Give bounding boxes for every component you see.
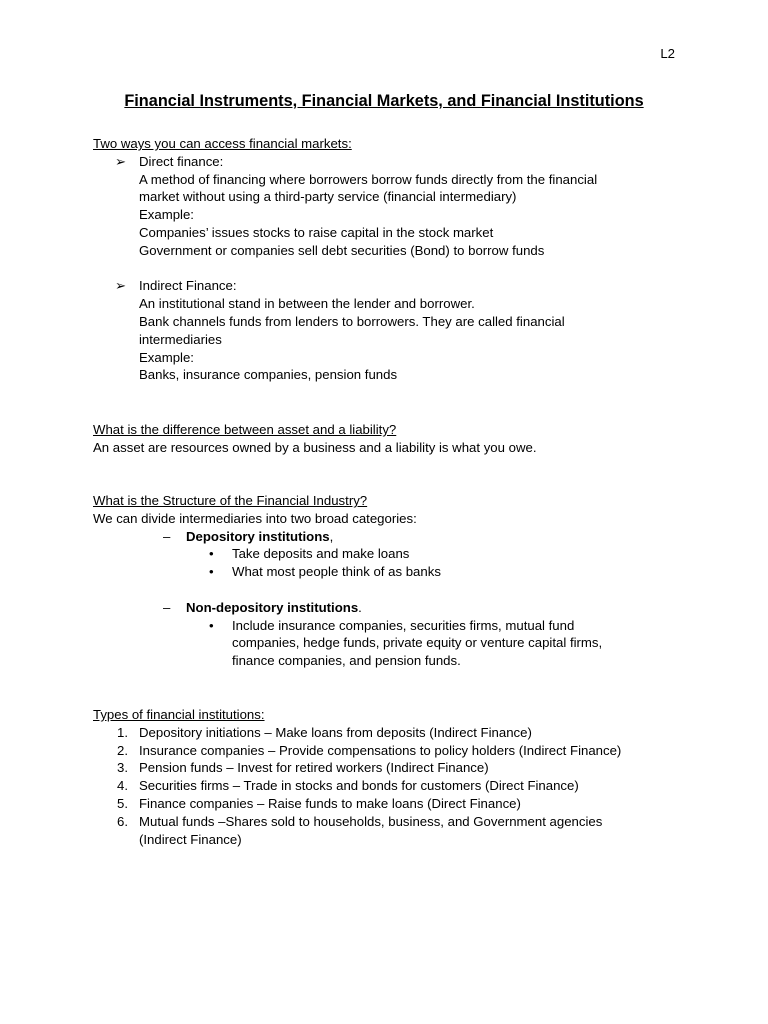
list-item xyxy=(93,759,693,777)
structure-section xyxy=(93,492,693,670)
arrow-bullet-icon: ➢ xyxy=(115,278,127,294)
list-item xyxy=(93,724,693,742)
indirect-finance-line: Example: xyxy=(139,349,194,365)
indirect-finance-line: An institutional stand in between the lender and borrower. xyxy=(139,296,475,312)
non-depository-line: Include insurance companies, securities firms, mutual fund xyxy=(232,617,575,633)
list-item-text: Insurance companies – Provide compensations to policy holders (Indirect Finance) xyxy=(139,742,622,758)
list-item-text: (Indirect Finance) xyxy=(139,831,242,847)
direct-finance-line: Example: xyxy=(139,207,194,223)
list-item-text: Finance companies – Raise funds to make loans (Direct Finance) xyxy=(139,795,521,811)
depository-bullet xyxy=(93,563,693,581)
arrow-bullet-icon: ➢ xyxy=(115,153,127,169)
direct-finance-line: Government or companies sell debt securities (Bond) to borrow funds xyxy=(139,242,545,258)
non-depository-line: finance companies, and pension funds. xyxy=(232,653,461,669)
page-number: L2 xyxy=(660,46,675,61)
asset-answer: An asset are resources owned by a business and a liability is what you owe. xyxy=(93,439,537,455)
depository-bullet-text: Take deposits and make loans xyxy=(232,546,410,562)
indirect-finance-line: Banks, insurance companies, pension funds xyxy=(139,367,398,383)
structure-intro: We can divide intermediaries into two broad categories: xyxy=(93,510,417,526)
non-depository-line: companies, hedge funds, private equity or venture capital firms, xyxy=(232,635,603,651)
structure-heading: What is the Structure of the Financial Industry? xyxy=(93,493,368,508)
bullet-icon: • xyxy=(209,617,214,633)
depository-label: Depository institutions xyxy=(186,528,330,544)
direct-finance-line: A method of financing where borrowers borrow funds directly from the financial xyxy=(139,171,598,187)
list-number: 4. xyxy=(117,778,128,794)
types-heading: Types of financial institutions: xyxy=(93,707,265,722)
direct-finance-label: Direct finance: xyxy=(139,153,224,169)
indirect-finance-line: Bank channels funds from lenders to borrowers. They are called financial xyxy=(139,313,565,329)
depository-bullet-text: What most people think of as banks xyxy=(232,564,441,580)
bullet-icon: • xyxy=(209,564,214,580)
list-number: 2. xyxy=(117,742,128,758)
non-depository-suffix: . xyxy=(358,599,362,615)
list-number: 1. xyxy=(117,724,128,740)
list-item xyxy=(93,777,693,795)
bullet-icon: • xyxy=(209,546,214,562)
list-number: 5. xyxy=(117,795,128,811)
dash-bullet-icon: – xyxy=(163,599,171,615)
indirect-finance-item xyxy=(93,277,693,384)
list-number: 6. xyxy=(117,813,128,829)
page-title: Financial Instruments, Financial Markets, and Financial Institutions xyxy=(124,92,644,110)
direct-finance-line: market without using a third-party service (financial intermediary) xyxy=(139,189,517,205)
list-item-text: Securities firms – Trade in stocks and bonds for customers (Direct Finance) xyxy=(139,778,579,794)
list-item xyxy=(93,813,693,849)
depository-bullet xyxy=(93,545,693,563)
types-list xyxy=(93,724,693,849)
direct-finance-line: Companies’ issues stocks to raise capital in the stock market xyxy=(139,224,494,240)
non-depository-heading xyxy=(93,599,693,617)
list-number: 3. xyxy=(117,760,128,776)
indirect-finance-line: intermediaries xyxy=(139,331,222,347)
depository-heading xyxy=(93,528,693,546)
types-section xyxy=(93,706,693,848)
dash-bullet-icon: – xyxy=(163,528,171,544)
asset-section xyxy=(93,421,693,457)
list-item-text: Mutual funds –Shares sold to households, business, and Government agencies xyxy=(139,813,603,829)
depository-suffix: , xyxy=(329,528,334,544)
non-depository-bullet xyxy=(93,617,693,670)
non-depository-label: Non-depository institutions xyxy=(186,599,359,615)
direct-finance-item xyxy=(93,153,693,260)
list-item xyxy=(93,742,693,760)
list-item xyxy=(93,795,693,813)
access-section xyxy=(93,135,693,384)
access-heading: Two ways you can access financial markets: xyxy=(93,136,352,151)
indirect-finance-label: Indirect Finance: xyxy=(139,278,237,294)
list-item-text: Pension funds – Invest for retired workers (Indirect Finance) xyxy=(139,760,489,776)
list-item-text: Depository initiations – Make loans from deposits (Indirect Finance) xyxy=(139,724,532,740)
asset-heading: What is the difference between asset and a liability? xyxy=(93,422,397,437)
